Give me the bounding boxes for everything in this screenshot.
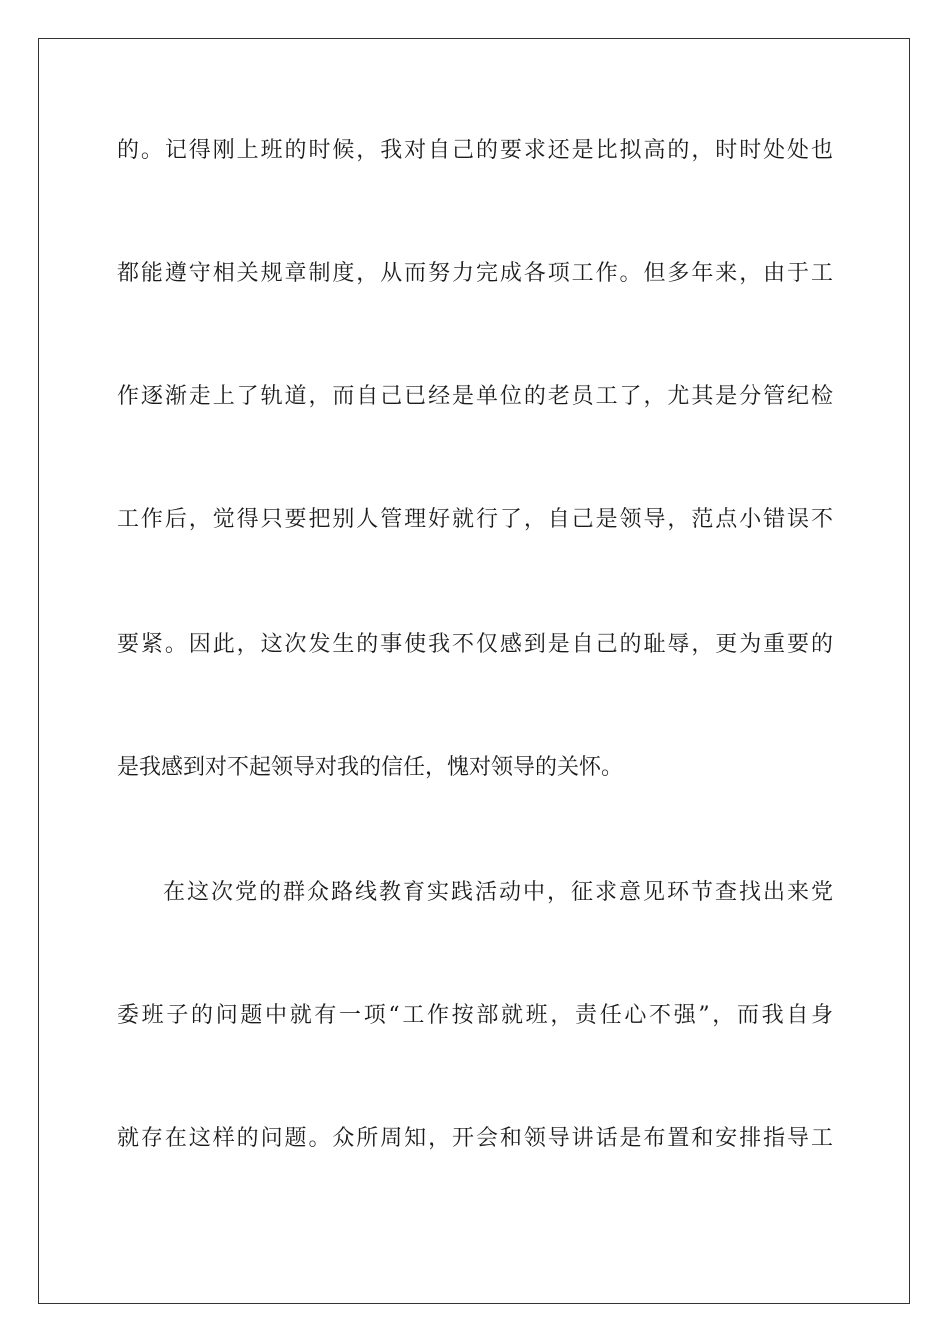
paragraph-line: 是我感到对不起领导对我的信任，愧对领导的关怀。 — [117, 755, 624, 780]
paragraph-line: 要紧。因此，这次发生的事使我不仅感到是自己的耻辱，更为重要的 — [117, 632, 833, 657]
paragraph-line: 都能遵守相关规章制度，从而努力完成各项工作。但多年来，由于工 — [117, 261, 833, 286]
paragraph-line: 作逐渐走上了轨道，而自己已经是单位的老员工了，尤其是分管纪检 — [117, 384, 833, 409]
paragraph-line: 工作后，觉得只要把别人管理好就行了，自己是领导，范点小错误不 — [117, 507, 833, 532]
paragraph-line: 的。记得刚上班的时候，我对自己的要求还是比拟高的，时时处处也 — [117, 138, 833, 163]
paragraph-line: 在这次党的群众路线教育实践活动中，征求意见环节查找出来党 — [163, 880, 833, 905]
paragraph-line: 就存在这样的问题。众所周知，开会和领导讲话是布置和安排指导工 — [117, 1126, 833, 1151]
page-border — [38, 38, 910, 1304]
paragraph-line: 委班子的问题中就有一项“工作按部就班，责任心不强”，而我自身 — [117, 1003, 833, 1028]
